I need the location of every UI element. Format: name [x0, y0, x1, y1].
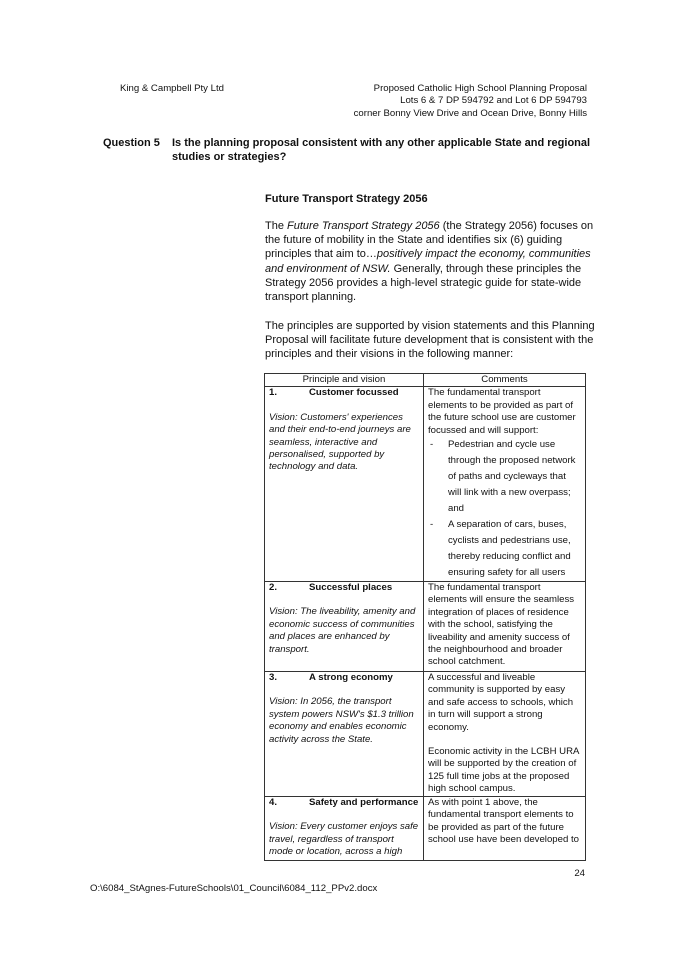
principle-number: 2. [269, 582, 278, 594]
table-row [265, 387, 586, 582]
header-lots: Lots 6 & 7 DP 594792 and Lot 6 DP 594793 [400, 95, 587, 107]
principles-table [264, 373, 586, 861]
principle-cell [265, 387, 424, 582]
vision-statement: Vision: Every customer enjoys safe travel, regardless of transport mode or location, across a high [269, 821, 419, 857]
principle-cell [265, 672, 424, 797]
principle-cell [265, 582, 424, 672]
file-path: O:\6084_StAgnes-FutureSchools\01_Council\6084_112_PPv2.docx [90, 883, 378, 894]
table-header-row [265, 374, 586, 387]
comment-list [428, 437, 581, 581]
header-company: King & Campbell Pty Ltd [120, 83, 224, 94]
principle-number: 4. [269, 796, 278, 808]
comment-cell [424, 582, 586, 672]
principle-name: Successful places [309, 582, 393, 594]
vision-statement: Vision: The liveability, amenity and economic success of communities and places are enhanced by transport. [269, 606, 416, 655]
question-text: Is the planning proposal consistent with any other applicable State and regional studies or strategies? [172, 137, 591, 163]
column-header-principle: Principle and vision [265, 374, 424, 387]
header-address: corner Bonny View Drive and Ocean Drive, Bonny Hills [353, 107, 587, 119]
section-title: Future Transport Strategy 2056 [265, 193, 428, 205]
comment-text: The fundamental transport elements to be provided as part of the future school use are customer focussed and will support: [428, 387, 576, 436]
dash-bullet-icon: - [430, 519, 434, 531]
principle-name: A strong economy [309, 672, 393, 684]
question-label: Question 5 [103, 137, 160, 149]
page-number: 24 [574, 868, 585, 879]
principle-heading [269, 582, 419, 594]
header-project-details [354, 83, 587, 120]
strategy-name: Future Transport Strategy 2056 [287, 220, 440, 232]
header-project-title: Proposed Catholic High School Planning Proposal [373, 83, 587, 94]
comment-text-2: Economic activity in the LCBH URA will be supported by the creation of 125 full time jobs at the proposed high school campus. [428, 746, 579, 795]
comment-text: A successful and liveable community is supported by easy and safe access to schools, which in turn will support a strong economy. [428, 672, 574, 733]
principle-name: Customer focussed [309, 387, 399, 399]
table-row [265, 796, 586, 860]
comment-text: The fundamental transport elements will ensure the seamless integration of places of residence with the school, satisfying the liveability and amenity success of the neighbourhood and broader school catchment. [428, 582, 575, 668]
vision-statement: Vision: In 2056, the transport system powers NSW's $1.3 trillion economy and enables economic activity across the State. [269, 696, 414, 745]
comment-text: As with point 1 above, the fundamental transport elements to be provided as part of the future school use have been developed to [428, 796, 579, 845]
principle-name: Safety and performance [309, 796, 419, 808]
principle-number: 3. [269, 672, 278, 684]
vision-statement: Vision: Customers' experiences and their end-to-end journeys are seamless, interactive and personalised, supported by technology and data. [269, 411, 411, 473]
principle-heading [269, 672, 419, 684]
list-item: - Pedestrian and cycle use through the proposed network of paths and cycleways that will link with a new overpass; and [430, 439, 576, 515]
table-row [265, 582, 586, 672]
table-row [265, 672, 586, 797]
list-item: - A separation of cars, buses, cyclists and pedestrians use, thereby reducing conflict and ensuring safety for all users [430, 519, 571, 579]
intro-paragraph: The Future Transport Strategy 2056 (the Strategy 2056) focuses on the future of mobility in the State and identifies six (6) guiding principles that aim to…positively impact the economy, communities and environment of NSW. Generally, through these principles the Strategy 2056 provides a high-level strategic guide for state-wide transport planning. [265, 220, 594, 304]
principle-heading [269, 387, 419, 399]
principle-heading [269, 797, 419, 809]
principle-number: 1. [269, 387, 278, 399]
principle-cell [265, 796, 424, 860]
comment-cell [424, 672, 586, 797]
dash-bullet-icon: - [430, 439, 434, 451]
strategy-aim-quote: positively impact the economy, communities and environment of NSW. [265, 248, 591, 275]
comment-cell [424, 796, 586, 860]
column-header-comments: Comments [424, 374, 586, 387]
comment-cell [424, 387, 586, 582]
principles-paragraph: The principles are supported by vision statements and this Planning Proposal will facilitate future development that is consistent with the principles and their visions in the following manner: [265, 320, 595, 361]
